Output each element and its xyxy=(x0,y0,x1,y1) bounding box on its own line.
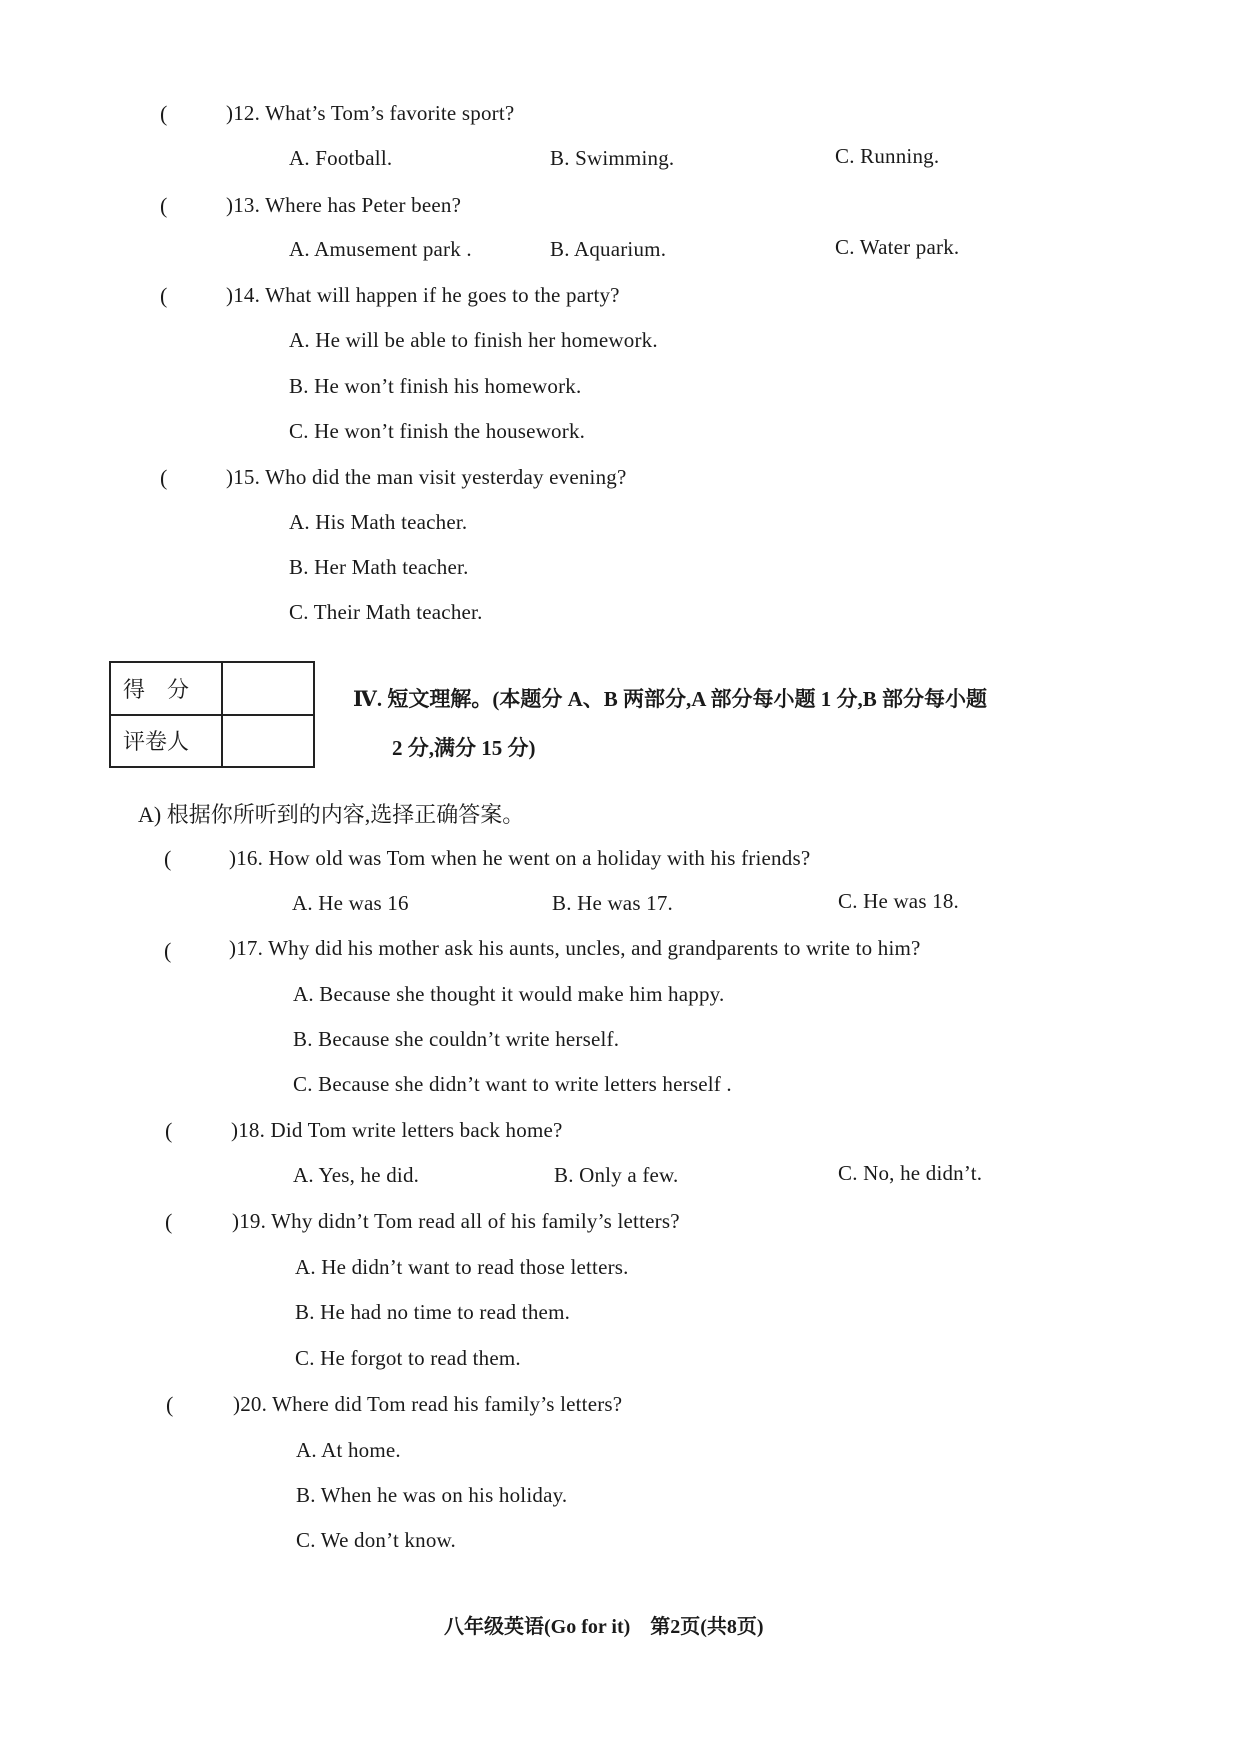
part-a-instruction: A) 根据你所听到的内容,选择正确答案。 xyxy=(138,802,525,827)
option-13a: A. Amusement park . xyxy=(289,237,472,261)
question-19: )19. Why didn’t Tom read all of his family’s letters? xyxy=(232,1209,680,1233)
option-14a: A. He will be able to finish her homework. xyxy=(289,328,658,352)
option-13b: B. Aquarium. xyxy=(550,237,667,261)
page-footer: 八年级英语(Go for it) 第2页(共8页) xyxy=(444,1616,764,1638)
option-12b: B. Swimming. xyxy=(550,146,675,170)
score-label: 得 分 xyxy=(110,662,222,715)
answer-paren: ( xyxy=(166,1392,174,1417)
option-12a: A. Football. xyxy=(289,146,393,170)
option-17c: C. Because she didn’t want to write letters herself . xyxy=(293,1072,732,1096)
question-18: )18. Did Tom write letters back home? xyxy=(231,1118,563,1142)
option-16b: B. He was 17. xyxy=(552,891,674,915)
option-20a: A. At home. xyxy=(296,1438,401,1462)
question-14: )14. What will happen if he goes to the party? xyxy=(226,283,620,307)
question-16: )16. How old was Tom when he went on a holiday with his friends? xyxy=(229,846,811,870)
option-18c: C. No, he didn’t. xyxy=(838,1161,983,1185)
answer-paren: ( xyxy=(160,193,168,218)
option-13c: C. Water park. xyxy=(835,235,960,259)
option-12c: C. Running. xyxy=(835,144,940,168)
option-18b: B. Only a few. xyxy=(554,1163,679,1187)
question-15: )15. Who did the man visit yesterday evening? xyxy=(226,465,627,489)
answer-paren: ( xyxy=(165,1118,173,1143)
answer-paren: ( xyxy=(164,846,172,871)
score-box xyxy=(109,661,315,768)
question-13: )13. Where has Peter been? xyxy=(226,193,462,217)
option-14c: C. He won’t finish the housework. xyxy=(289,419,586,443)
answer-paren: ( xyxy=(160,283,168,308)
question-20: )20. Where did Tom read his family’s letters? xyxy=(233,1392,623,1416)
score-blank[interactable] xyxy=(222,662,314,715)
question-17: )17. Why did his mother ask his aunts, uncles, and grandparents to write to him? xyxy=(229,936,921,960)
option-15c: C. Their Math teacher. xyxy=(289,600,483,624)
option-17a: A. Because she thought it would make him happy. xyxy=(293,982,725,1006)
option-15b: B. Her Math teacher. xyxy=(289,555,469,579)
option-17b: B. Because she couldn’t write herself. xyxy=(293,1027,620,1051)
grader-label: 评卷人 xyxy=(110,715,222,768)
grader-blank[interactable] xyxy=(222,715,314,768)
option-20b: B. When he was on his holiday. xyxy=(296,1483,568,1507)
option-19a: A. He didn’t want to read those letters. xyxy=(295,1255,629,1279)
answer-paren: ( xyxy=(160,465,168,490)
option-18a: A. Yes, he did. xyxy=(293,1163,420,1187)
option-20c: C. We don’t know. xyxy=(296,1528,456,1552)
question-12: )12. What’s Tom’s favorite sport? xyxy=(226,101,515,125)
option-19b: B. He had no time to read them. xyxy=(295,1300,571,1324)
answer-paren: ( xyxy=(164,938,172,963)
option-16a: A. He was 16 xyxy=(292,891,409,915)
section-title: Ⅳ. 短文理解。(本题分 A、B 两部分,A 部分每小题 1 分,B 部分每小题 xyxy=(353,687,988,711)
option-16c: C. He was 18. xyxy=(838,889,960,913)
option-15a: A. His Math teacher. xyxy=(289,510,468,534)
answer-paren: ( xyxy=(160,101,168,126)
option-14b: B. He won’t finish his homework. xyxy=(289,374,582,398)
section-title-cont: 2 分,满分 15 分) xyxy=(392,736,536,760)
answer-paren: ( xyxy=(165,1209,173,1234)
option-19c: C. He forgot to read them. xyxy=(295,1346,521,1370)
